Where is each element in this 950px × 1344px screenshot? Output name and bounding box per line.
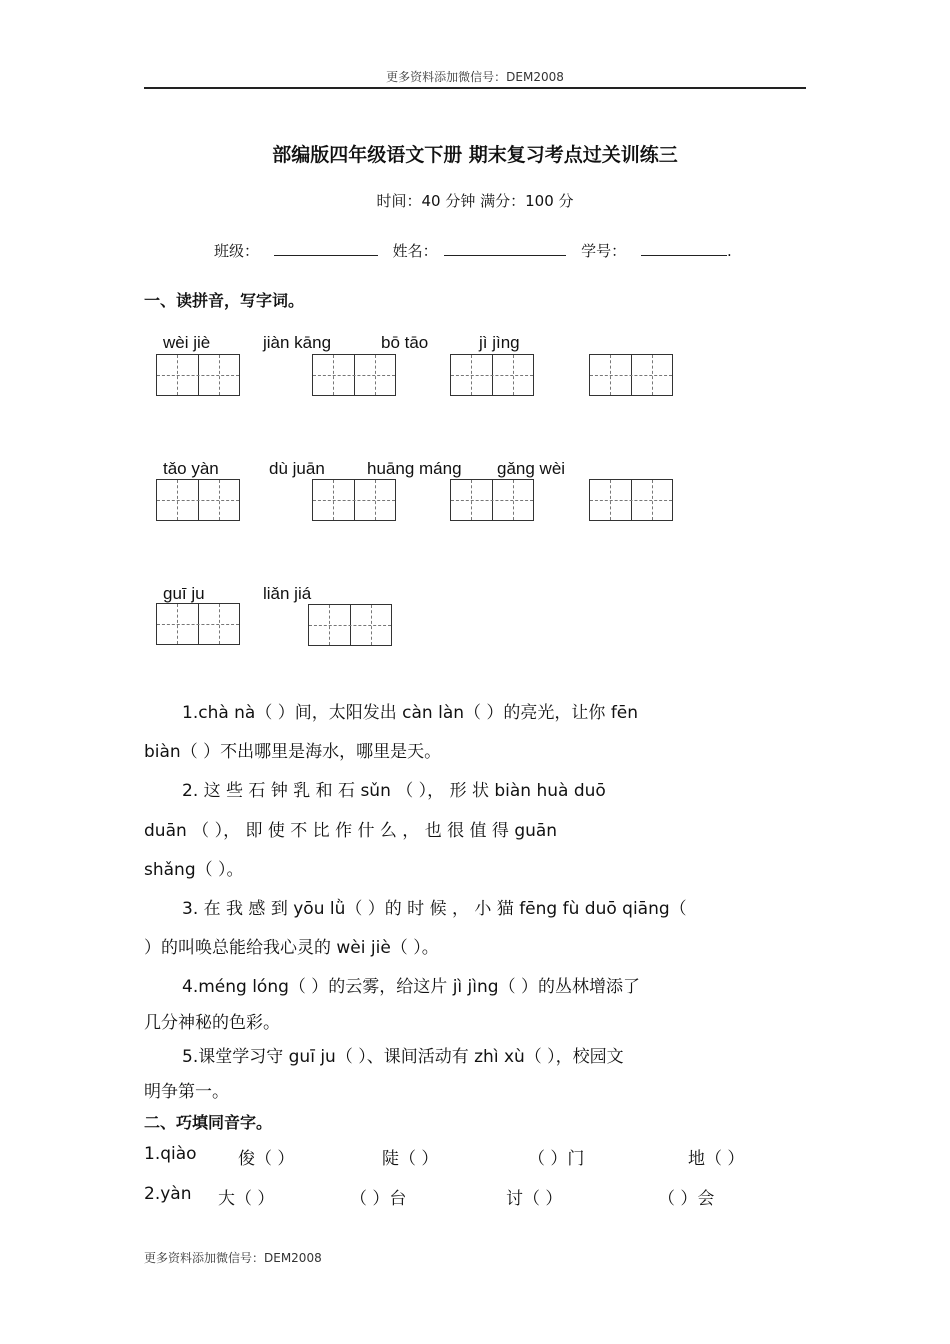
question-line: 3. 在 我 感 到 yōu lǜ（ ）的 时 候 ， 小 猫 fēng fù duō qiāng（ — [182, 899, 687, 919]
homophone-item: 大（ ） — [218, 1189, 275, 1209]
pinyin-label: gǎng wèi — [497, 459, 566, 478]
question-line: ）的叫唤总能给我心灵的 wèi jiè（ ）。 — [144, 938, 439, 958]
homophone-label: 1.qiào — [144, 1144, 197, 1164]
homophone-item: （ ）会 — [658, 1189, 715, 1209]
pinyin-label: jiàn kāng — [263, 333, 332, 352]
homophone-item: 地（ ） — [688, 1149, 745, 1169]
pinyin-label: huāng máng — [367, 459, 462, 478]
writing-grid[interactable] — [156, 479, 240, 521]
id-label: 学号： — [581, 242, 627, 260]
writing-grid[interactable] — [450, 479, 534, 521]
question-line: 5.课堂学习守 guī ju（ ）、课间活动有 zhì xù（ ），校园文 — [182, 1047, 624, 1067]
question-line: 1.chà nà（ ）间，太阳发出 càn làn（ ）的亮光，让你 fēn — [182, 703, 639, 723]
info-end: . — [726, 242, 732, 260]
question-line: 4.méng lóng（ ）的云雾，给这片 jì jìng（ ）的丛林增添了 — [182, 977, 640, 997]
pinyin-label: guī ju — [163, 584, 205, 603]
homophone-item: 俊（ ） — [238, 1149, 295, 1169]
homophone-item: 讨（ ） — [506, 1189, 563, 1209]
writing-grid[interactable] — [450, 354, 534, 396]
writing-grid[interactable] — [589, 479, 673, 521]
class-blank[interactable] — [274, 241, 378, 256]
question-line: duān （ ）， 即 使 不 比 作 什 么 ， 也 很 值 得 guān — [144, 821, 558, 841]
question-line: shǎng（ ）。 — [144, 860, 244, 880]
section2-title: 二、巧填同音字。 — [144, 1113, 273, 1132]
student-info — [214, 240, 732, 261]
pinyin-label: tǎo yàn — [163, 459, 219, 478]
page-footer: 更多资料添加微信号：DEM2008 — [144, 1251, 322, 1265]
pinyin-label: bō tāo — [381, 333, 429, 352]
question-line: 2. 这 些 石 钟 乳 和 石 sǔn （ ）， 形 状 biàn huà duō — [182, 781, 606, 801]
homophone-item: 陡（ ） — [382, 1149, 439, 1169]
pinyin-label: liǎn jiá — [263, 584, 312, 603]
class-label: 班级： — [214, 242, 260, 260]
homophone-item: （ ）门 — [528, 1149, 585, 1169]
id-blank[interactable] — [641, 241, 727, 256]
pinyin-label: jì jìng — [479, 333, 520, 352]
question-line: 几分神秘的色彩。 — [144, 1013, 280, 1033]
writing-grid[interactable] — [589, 354, 673, 396]
writing-grid[interactable] — [308, 604, 392, 646]
homophone-label: 2.yàn — [144, 1184, 192, 1204]
writing-grid[interactable] — [312, 479, 396, 521]
writing-grid[interactable] — [156, 603, 240, 645]
homophone-item: （ ）台 — [350, 1189, 407, 1209]
writing-grid[interactable] — [312, 354, 396, 396]
question-line: biàn（ ）不出哪里是海水，哪里是天。 — [144, 742, 442, 762]
section1-title: 一、读拼音，写字词。 — [144, 291, 305, 310]
pinyin-label: wèi jiè — [163, 333, 211, 352]
pinyin-label: dù juān — [269, 459, 325, 478]
header-divider — [144, 87, 806, 89]
writing-grid[interactable] — [156, 354, 240, 396]
page-header: 更多资料添加微信号：DEM2008 — [386, 70, 564, 84]
name-label: 姓名： — [392, 242, 438, 260]
exam-meta: 时间：40 分钟 满分：100 分 — [376, 192, 574, 210]
question-line: 明争第一。 — [144, 1082, 229, 1102]
page-title: 部编版四年级语文下册 期末复习考点过关训练三 — [272, 144, 678, 166]
name-blank[interactable] — [444, 241, 566, 256]
